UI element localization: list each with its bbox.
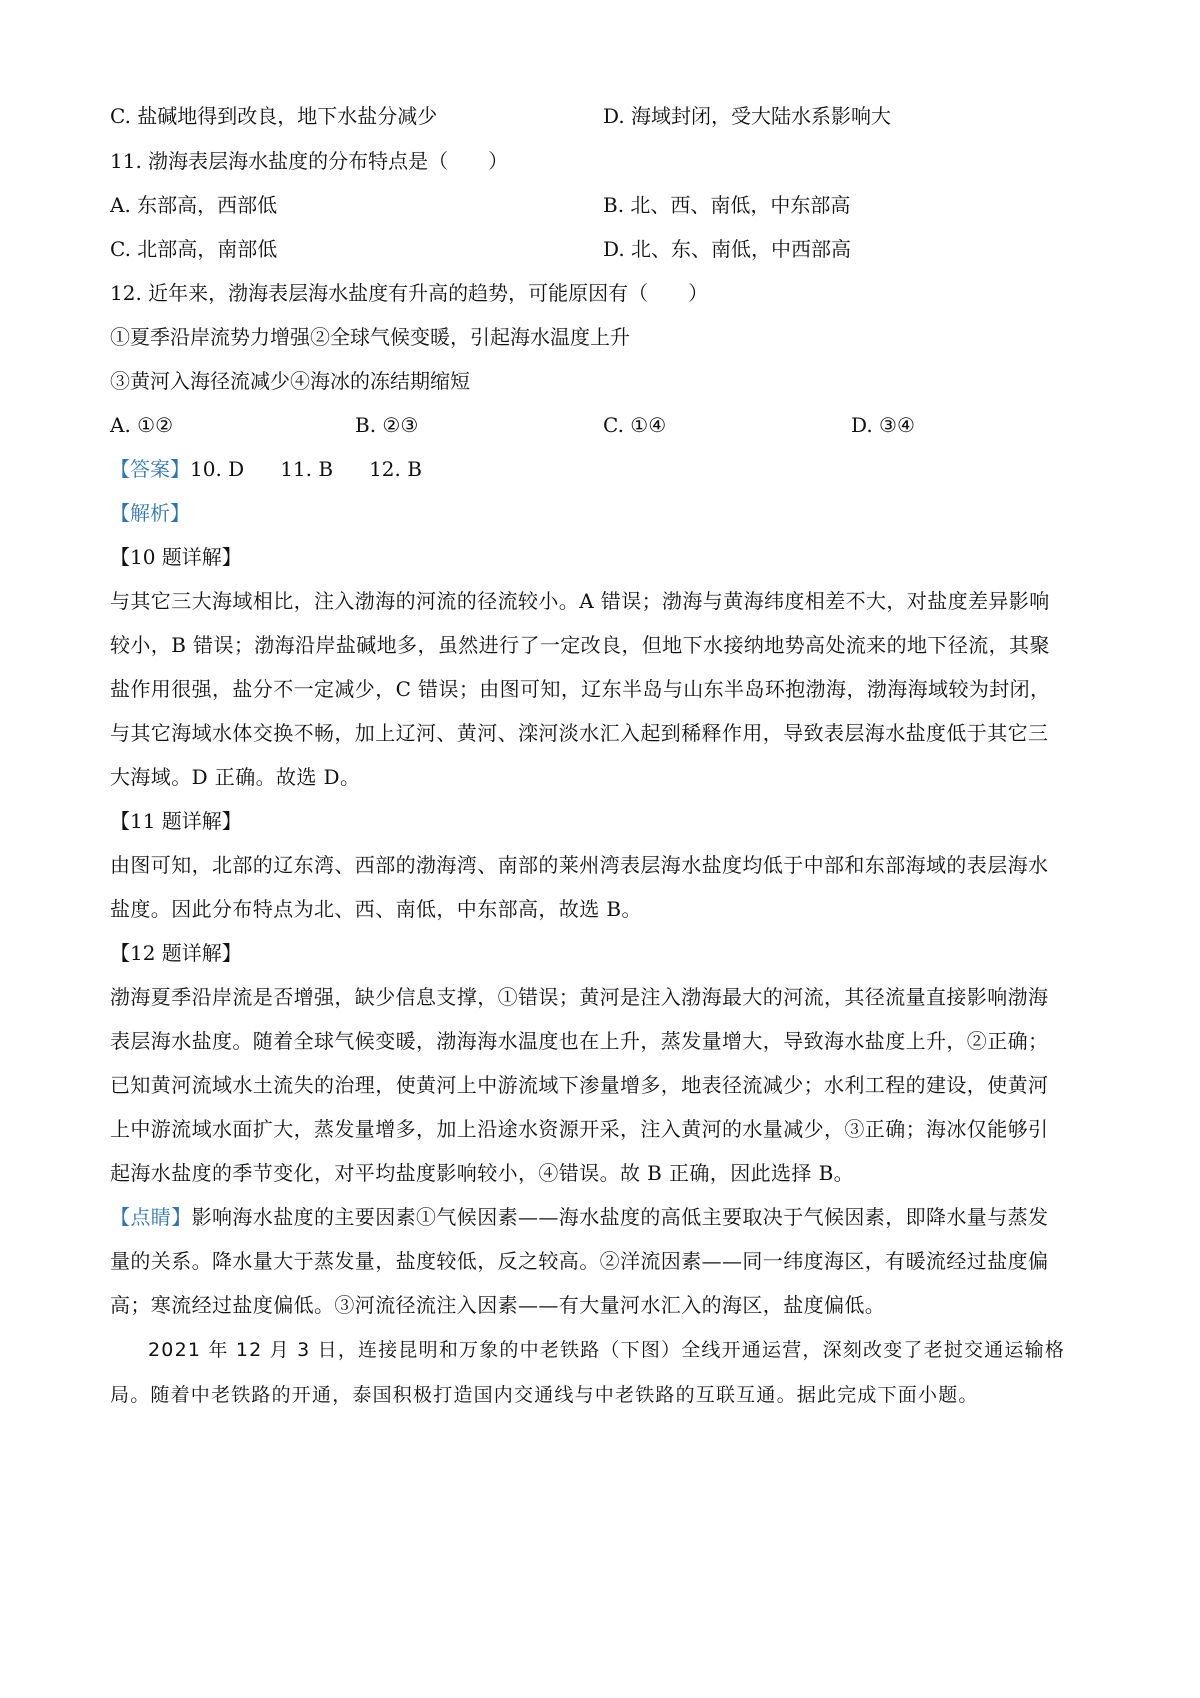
detail-12-line: 起海水盐度的季节变化，对平均盐度影响较小，④错误。故 B 正确，因此选择 B。 bbox=[110, 1161, 855, 1185]
detail-11-line: 由图可知，北部的辽东湾、西部的渤海湾、南部的莱州湾表层海水盐度均低于中部和东部海域的表层海水 bbox=[110, 853, 1049, 877]
detail-10-title: 【10 题详解】 bbox=[110, 545, 242, 569]
q12-option-a: A. ①② bbox=[110, 413, 174, 437]
detail-10-line: 与其它三大海域相比，注入渤海的河流的径流较小。A 错误；渤海与黄海纬度相差不大，对盐度差异影响 bbox=[110, 589, 1050, 613]
q12-option-c: C. ①④ bbox=[603, 413, 667, 437]
q11-option-c: C. 北部高，南部低 bbox=[110, 237, 278, 261]
tip-label: 【点睛】 bbox=[110, 1205, 192, 1229]
detail-10-line: 大海域。D 正确。故选 D。 bbox=[110, 765, 361, 789]
detail-12-line: 已知黄河流域水土流失的治理，使黄河上中游流域下渗量增多，地表径流减少；水利工程的建设，使黄河 bbox=[110, 1073, 1049, 1097]
q12-stem: 12. 近年来，渤海表层海水盐度有升高的趋势，可能原因有（ ） bbox=[110, 281, 709, 305]
q11-stem: 11. 渤海表层海水盐度的分布特点是（ ） bbox=[110, 149, 509, 173]
answer-10: 10. D bbox=[190, 457, 245, 481]
tip-line: 量的关系。降水量大于蒸发量，盐度较低，反之较高。②洋流因素——同一纬度海区，有暖流经过盐度偏 bbox=[110, 1249, 1049, 1273]
tip-text: 影响海水盐度的主要因素①气候因素——海水盐度的高低主要取决于气候因素，即降水量与蒸发 bbox=[191, 1205, 1049, 1229]
detail-10-line: 与其它海域水体交换不畅，加上辽河、黄河、滦河淡水汇入起到稀释作用，导致表层海水盐度低于其它三 bbox=[110, 721, 1049, 745]
detail-12-title: 【12 题详解】 bbox=[110, 941, 242, 965]
q11-option-d: D. 北、东、南低，中西部高 bbox=[603, 237, 852, 261]
answer-11: 11. B bbox=[280, 457, 334, 481]
tip-first-line bbox=[110, 1202, 1048, 1232]
q10-option-d: D. 海域封闭，受大陆水系影响大 bbox=[603, 104, 892, 128]
q10-option-c: C. 盐碱地得到改良，地下水盐分减少 bbox=[110, 104, 438, 128]
detail-11-line: 盐度。因此分布特点为北、西、南低，中东部高，故选 B。 bbox=[110, 897, 642, 921]
detail-11-title: 【11 题详解】 bbox=[110, 809, 242, 833]
answer-label: 【答案】 bbox=[110, 457, 190, 481]
intro-line-1: 2021 年 12 月 3 日，连接昆明和万象的中老铁路（下图）全线开通运营，深刻改变了老挝交通运输格 bbox=[148, 1339, 1066, 1361]
q12-statement-1: ①夏季沿岸流势力增强②全球气候变暖，引起海水温度上升 bbox=[110, 325, 630, 349]
intro-line-2: 局。随着中老铁路的开通，泰国积极打造国内交通线与中老铁路的互联互通。据此完成下面小题。 bbox=[110, 1384, 979, 1406]
tip-line: 高；寒流经过盐度偏低。③河流径流注入因素——有大量河水汇入的海区，盐度偏低。 bbox=[110, 1293, 886, 1317]
answer-12: 12. B bbox=[369, 457, 422, 481]
q12-option-b: B. ②③ bbox=[355, 413, 419, 437]
answer-row bbox=[110, 454, 422, 484]
q11-option-a: A. 东部高，西部低 bbox=[110, 193, 278, 217]
q11-option-b: B. 北、西、南低，中东部高 bbox=[603, 193, 851, 217]
detail-12-line: 渤海夏季沿岸流是否增强，缺少信息支撑，①错误；黄河是注入渤海最大的河流，其径流量直接影响渤海 bbox=[110, 985, 1049, 1009]
q12-option-d: D. ③④ bbox=[851, 413, 915, 437]
detail-12-line: 上中游流域水面扩大，蒸发量增多，加上沿途水资源开采，注入黄河的水量减少，③正确；海冰仅能够引 bbox=[110, 1117, 1049, 1141]
detail-10-line: 盐作用很强，盐分不一定减少，C 错误；由图可知，辽东半岛与山东半岛环抱渤海，渤海海域较为封闭， bbox=[110, 677, 1051, 701]
q12-statement-2: ③黄河入海径流减少④海冰的冻结期缩短 bbox=[110, 369, 470, 393]
analysis-label: 【解析】 bbox=[110, 501, 190, 525]
detail-12-line: 表层海水盐度。随着全球气候变暖，渤海海水温度也在上升，蒸发量增大，导致海水盐度上升，②正确； bbox=[110, 1029, 1049, 1053]
detail-10-line: 较小，B 错误；渤海沿岸盐碱地多，虽然进行了一定改良，但地下水接纳地势高处流来的地下径流，其聚 bbox=[110, 633, 1050, 657]
